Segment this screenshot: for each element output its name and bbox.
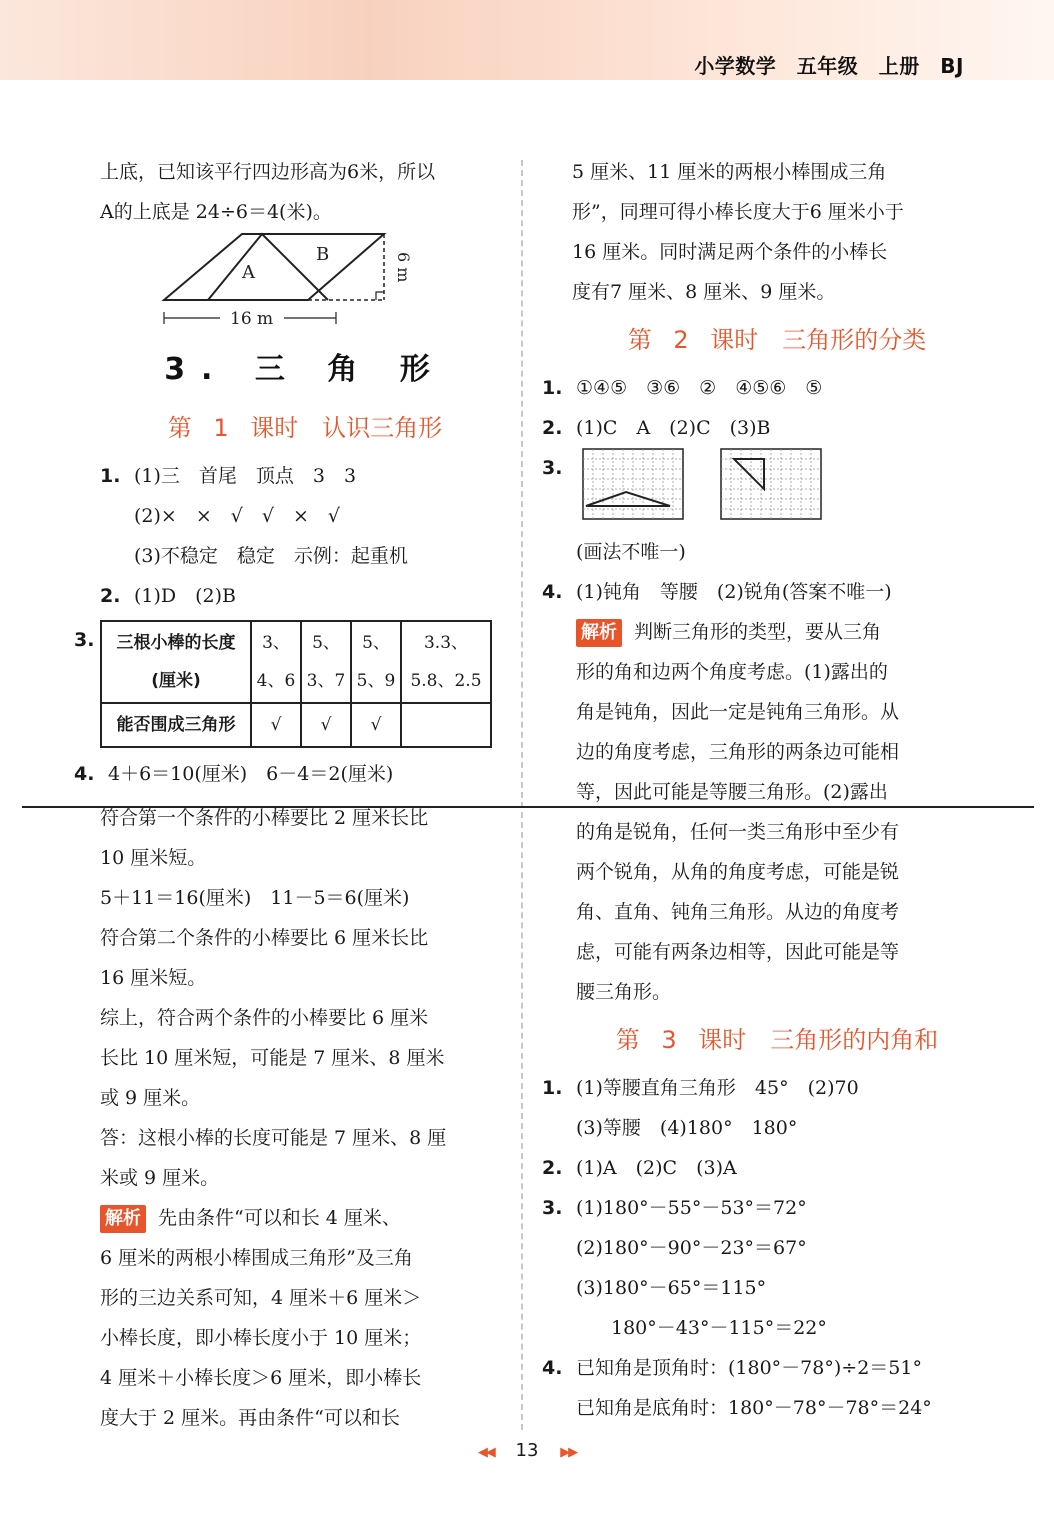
q2-line: 2. (1)D (2)B — [100, 576, 510, 616]
lesson-2-title: 第 2 课时 三角形的分类 — [627, 326, 927, 354]
l3-q1-line: 1. (1)等腰直角三角形 45° (2)70 — [542, 1068, 1012, 1108]
cont-line: 16 厘米。同时满足两个条件的小棒长 — [572, 241, 888, 263]
table-cell: √ — [251, 703, 301, 747]
grid-drawing-2 — [720, 448, 822, 534]
table-cell: 3、4、6 — [251, 621, 301, 703]
table-cell — [401, 703, 491, 747]
grid-drawing-1 — [582, 448, 684, 534]
table-cell: √ — [301, 703, 351, 747]
q4-line: 米或 9 厘米。 — [100, 1167, 220, 1189]
q4-number: 4. — [74, 763, 95, 785]
label-b: B — [316, 244, 330, 265]
q1-line: 1. (1)三 首尾 顶点 3 3 — [100, 456, 510, 496]
analysis-badge: 解析 — [100, 1205, 146, 1233]
analysis-line: 两个锐角，从角的角度考虑，可能是锐 — [576, 861, 900, 883]
cont-line: 度有7 厘米、8 厘米、9 厘米。 — [572, 281, 836, 303]
prev-arrows-icon: ◀◀ — [477, 1445, 494, 1460]
analysis-line: 形的三边关系可知，4 厘米＋6 厘米＞ — [100, 1287, 422, 1309]
l3-q3-line: (2)180°－90°－23°＝67° — [576, 1237, 807, 1259]
page-number: 13 — [515, 1440, 539, 1461]
l3-q3-line: 3. (1)180°－55°－53°＝72° — [542, 1188, 1012, 1228]
column-divider — [521, 160, 523, 1430]
cont-line: 5 厘米、11 厘米的两根小棒围成三角 — [572, 161, 887, 183]
l3-q3-line: 180°－43°－115°＝22° — [592, 1317, 827, 1339]
analysis-line: 边的角度考虑，三角形的两条边可能相 — [576, 741, 900, 763]
l2-q3-note: (画法不唯一) — [576, 541, 686, 563]
l3-q1-line: (3)等腰 (4)180° 180° — [576, 1117, 798, 1139]
l3-q4-number: 4. — [542, 1357, 563, 1379]
l3-q2-line: 2. (1)A (2)C (3)A — [542, 1148, 1012, 1188]
table-cell: √ — [351, 703, 401, 747]
q3-block — [74, 620, 510, 748]
cont-line: 形”，同理可得小棒长度大于6 厘米小于 — [572, 201, 904, 223]
analysis-line: 角是钝角，因此一定是钝角三角形。从 — [576, 701, 900, 723]
q4-line: 符合第二个条件的小棒要比 6 厘米长比 — [100, 927, 429, 949]
l2-q2-line: 2. (1)C A (2)C (3)B — [542, 408, 1012, 448]
l2-q3-number: 3. — [542, 457, 563, 479]
analysis-line: 6 厘米的两根小棒围成三角形”及三角 — [100, 1247, 413, 1269]
q4-line: 10 厘米短。 — [100, 847, 207, 869]
analysis-line: 解析 判断三角形的类型，要从三角 — [542, 612, 1012, 652]
sticks-table — [100, 620, 492, 748]
q1-line: (3)不稳定 稳定 示例：起重机 — [134, 545, 408, 567]
right-column — [542, 152, 1012, 1428]
section-title: 3. 三 角 形 — [164, 352, 446, 387]
table-cell: 5、3、7 — [301, 621, 351, 703]
l3-q1-number: 1. — [542, 1077, 563, 1099]
q4-line: 答：这根小棒的长度可能是 7 厘米、8 厘 — [100, 1127, 447, 1149]
q4-line: 16 厘米短。 — [100, 967, 207, 989]
table-cell: 5、5、9 — [351, 621, 401, 703]
lesson-1-title: 第 1 课时 认识三角形 — [167, 414, 443, 442]
l3-q3-number: 3. — [542, 1197, 563, 1219]
l2-q2-number: 2. — [542, 417, 563, 439]
q4-line: 或 9 厘米。 — [100, 1087, 201, 1109]
label-a: A — [242, 262, 255, 283]
analysis-line: 等，因此可能是等腰三角形。(2)露出 — [576, 781, 888, 803]
base-label: 16 m — [230, 309, 274, 329]
analysis-line: 解析 先由条件“可以和长 4 厘米、 — [100, 1198, 510, 1238]
l2-q1-line: 1. ①④⑤ ③⑥ ② ④⑤⑥ ⑤ — [542, 368, 1012, 408]
table-header: 三根小棒的长度(厘米) — [101, 621, 251, 703]
table-header: 能否围成三角形 — [101, 703, 251, 747]
analysis-line: 腰三角形。 — [576, 981, 672, 1003]
analysis-line: 小棒长度，即小棒长度小于 10 厘米； — [100, 1327, 422, 1349]
lesson-3-title: 第 3 课时 三角形的内角和 — [615, 1026, 939, 1054]
parallelogram-figure — [150, 232, 470, 332]
q4-line: 综上，符合两个条件的小棒要比 6 厘米 — [100, 1007, 429, 1029]
q2-number: 2. — [100, 585, 121, 607]
l2-q3-line — [542, 448, 1012, 532]
analysis-line: 形的角和边两个角度考虑。(1)露出的 — [576, 661, 888, 683]
next-arrows-icon: ▶▶ — [560, 1445, 577, 1460]
l2-q1-number: 1. — [542, 377, 563, 399]
intro-line: A的上底是 24÷6＝4(米)。 — [100, 201, 332, 223]
l3-q4-line: 4. 已知角是顶角时：(180°－78°)÷2＝51° — [542, 1348, 1012, 1388]
q4-line: 5＋11＝16(厘米) 11－5＝6(厘米) — [100, 887, 410, 909]
l3-q4-line: 已知角是底角时：180°－78°－78°＝24° — [576, 1397, 932, 1419]
analysis-line: 度大于 2 厘米。再由条件“可以和长 — [100, 1407, 400, 1429]
analysis-line: 角、直角、钝角三角形。从边的角度考 — [576, 901, 900, 923]
analysis-badge: 解析 — [576, 619, 622, 647]
q4-line: 符合第一个条件的小棒要比 2 厘米长比 — [100, 807, 429, 829]
intro-line: 上底，已知该平行四边形高为6米，所以 — [100, 161, 436, 183]
table-cell: 3.3、5.8、2.5 — [401, 621, 491, 703]
height-label: 6 m — [394, 252, 413, 283]
q3-number: 3. — [74, 629, 95, 651]
analysis-line: 4 厘米＋小棒长度＞6 厘米，即小棒长 — [100, 1367, 422, 1389]
q4-line: 4. 4＋6＝10(厘米) 6－4＝2(厘米) — [74, 754, 510, 794]
l2-q4-number: 4. — [542, 581, 563, 603]
left-column — [74, 152, 510, 1438]
q1-number: 1. — [100, 465, 121, 487]
analysis-line: 的角是锐角，任何一类三角形中至少有 — [576, 821, 900, 843]
l3-q3-line: (3)180°－65°＝115° — [576, 1277, 767, 1299]
q1-line: (2)× × √ √ × √ — [134, 505, 340, 527]
analysis-line: 虑，可能有两条边相等，因此可能是等 — [576, 941, 900, 963]
page-number-bar — [0, 1440, 1054, 1461]
l3-q2-number: 2. — [542, 1157, 563, 1179]
header-title: 小学数学 五年级 上册 BJ — [694, 54, 964, 78]
q4-line: 长比 10 厘米短，可能是 7 厘米、8 厘米 — [100, 1047, 445, 1069]
l2-q4-line: 4. (1)钝角 等腰 (2)锐角(答案不唯一) — [542, 572, 1012, 612]
